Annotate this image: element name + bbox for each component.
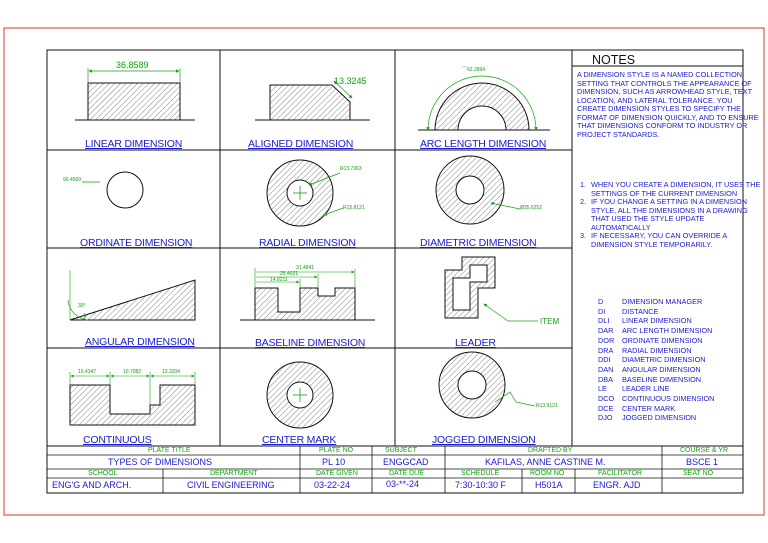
notes-body: A DIMENSION STYLE IS A NAMED COLLECTION SETTING THAT CONTROLS THE APPEARANCE OF DIMENSION, SUCH AS ARROWHEAD STYLE, TEXT LOCATION, AND LATERAL TOLERANCE. YOU CREATE DIMENSION STYLES TO SPECIFY THE FORMAT OF DIMENSION QUICKLY, AND TO ENSURE THAT DIMENSIONS CONFORM TO INDUSTRY OR PROJECT STANDARDS. [577, 70, 759, 139]
plate-no-label: PLATE NO [319, 447, 354, 454]
room-label: ROOM NO [530, 470, 565, 477]
plate-title: TYPES OF DIMENSIONS [108, 457, 213, 467]
notes-item [580, 232, 763, 249]
command-key: DBA [598, 374, 614, 384]
school-label: SCHOOL [88, 470, 118, 477]
ordinate-dimension-drawing [82, 172, 143, 208]
notes-item-text: IF YOU CHANGE A SETTING IN A DIMENSION STYLE, ALL THE DIMENSIONS IN A DRAWING THAT USED THE STYLE UPDATE AUTOMATICALLY [591, 197, 748, 232]
date-due-label: DATE DUE [389, 470, 424, 477]
command-key: DOR [598, 335, 615, 345]
leader-drawing [445, 257, 538, 321]
command-row [598, 375, 714, 385]
notes-title: NOTES [592, 53, 636, 67]
date-given: 03-22-24 [314, 480, 351, 490]
dim-baseline-1: 31.4841 [296, 265, 315, 271]
dim-arc-length: ⌒62.2894 [462, 67, 486, 73]
school: ENG'G AND ARCH. [52, 480, 132, 490]
seat-label: SEAT NO [683, 470, 714, 477]
dim-leader-item: ITEM [540, 317, 560, 326]
course-label: COURSE & YR [680, 447, 729, 454]
command-row [598, 336, 714, 346]
department: CIVIL ENGINEERING [187, 480, 275, 490]
caption-baseline-dimension: BASELINE DIMENSION [255, 337, 366, 349]
command-row [598, 307, 714, 317]
caption-diametric-dimension: DIAMETRIC DIMENSION [420, 237, 537, 249]
command-key: DCE [598, 403, 614, 413]
department-label: DEPARTMENT [210, 470, 258, 477]
notes-item [580, 181, 763, 198]
dim-radial-inner: R15.8121 [343, 205, 365, 211]
radial-dimension-drawing [267, 160, 343, 226]
command-key: DDI [598, 355, 611, 365]
command-row [598, 297, 714, 307]
caption-leader: LEADER [455, 337, 496, 349]
command-key: LE [598, 384, 607, 394]
course: BSCE 1 [686, 457, 719, 467]
caption-continuous: CONTINUOUS [83, 434, 152, 446]
caption-center-mark: CENTER MARK [262, 434, 337, 446]
subject: ENGGCAD [383, 457, 429, 467]
dim-diametric: Ø35.6252 [520, 205, 542, 211]
plate-no: PL 10 [322, 457, 346, 467]
dim-continuous-1: 10.4347 [78, 369, 97, 375]
jogged-dimension-drawing [439, 352, 535, 418]
caption-radial-dimension: RADIAL DIMENSION [259, 237, 356, 249]
dim-continuous-3: 13.3204 [162, 369, 181, 375]
notes-item-number: 3. [580, 231, 587, 240]
room: H501A [535, 480, 563, 490]
command-row [598, 413, 714, 423]
notes-list [580, 181, 763, 249]
command-label: CENTER MARK [622, 403, 676, 413]
command-label: JOGGED DIMENSION [622, 413, 697, 423]
subject-label: SUBJECT [385, 447, 417, 454]
command-label: BASELINE DIMENSION [622, 374, 702, 384]
schedule-label: SCHEDULE [461, 470, 500, 477]
drafted-by-label: DRAFTED BY [528, 447, 573, 454]
command-label: LEADER LINE [622, 384, 670, 394]
caption-linear-dimension: LINEAR DIMENSION [85, 138, 183, 150]
facilitator: ENGR. AJD [593, 480, 641, 490]
command-label: ANGULAR DIMENSION [622, 364, 701, 374]
caption-ordinate-dimension: ORDINATE DIMENSION [80, 237, 193, 249]
angular-dimension-drawing [68, 270, 195, 320]
command-key: DI [598, 306, 606, 316]
command-label: LINEAR DIMENSION [622, 316, 692, 326]
command-key: D [598, 297, 604, 306]
drafted-by: KAFILAS, ANNE CASTINE M. [485, 457, 606, 467]
continuous-dimension-drawing [70, 372, 195, 425]
dim-baseline-2: 25.4021 [280, 271, 299, 277]
dim-aligned: 13.3245 [334, 76, 367, 86]
dim-jogged: R13.9121 [536, 403, 558, 409]
command-label: CONTINUOUS DIMENSION [622, 394, 715, 404]
notes-item-number: 1. [580, 180, 587, 189]
command-key: DCO [598, 394, 615, 404]
command-key: DAN [598, 364, 614, 374]
dim-angular: 30° [78, 303, 86, 309]
command-row [598, 346, 714, 356]
command-key: DJO [598, 413, 613, 423]
caption-angular-dimension: ANGULAR DIMENSION [85, 336, 195, 348]
command-label: ARC LENGTH DIMENSION [622, 326, 713, 336]
facilitator-label: FACILITATOR [598, 470, 642, 477]
command-label: RADIAL DIMENSION [622, 345, 692, 355]
command-row [598, 384, 714, 394]
arc-length-dimension-drawing [418, 76, 550, 130]
schedule: 7:30-10:30 F [455, 480, 507, 490]
center-mark-drawing [267, 362, 333, 428]
command-row [598, 316, 714, 326]
caption-jogged-dimension: JOGGED DIMENSION [432, 434, 536, 446]
linear-dimension-drawing [75, 68, 195, 120]
dim-continuous-2: 10.7082 [123, 369, 142, 375]
command-label: DIMENSION MANAGER [622, 297, 703, 306]
dim-ordinate: 90.4569 [63, 177, 82, 183]
dim-radial-outer: R13.7363 [340, 166, 362, 172]
caption-arc-length-dimension: ARC LENGTH DIMENSION [420, 138, 547, 150]
command-label: ORDINATE DIMENSION [622, 335, 703, 345]
command-row [598, 394, 714, 404]
date-due: 03-**-24 [386, 479, 420, 489]
caption-aligned-dimension: ALIGNED DIMENSION [248, 138, 354, 150]
aligned-dimension-drawing [255, 81, 370, 120]
command-label: DISTANCE [622, 306, 659, 316]
command-row [598, 404, 714, 414]
notes-item-text: WHEN YOU CREATE A DIMENSION, IT USES THE SETTINGS OF THE CURRENT DIMENSION [591, 180, 761, 198]
plate-title-label: PLATE TITLE [148, 447, 191, 454]
notes-item-text: IF NECESSARY, YOU CAN OVERRIDE A DIMENSION STYLE TEMPORARILY. [591, 231, 727, 249]
command-row [598, 365, 714, 375]
command-row [598, 355, 714, 365]
command-key: DAR [598, 326, 614, 336]
baseline-dimension-drawing [240, 268, 375, 320]
date-given-label: DATE GIVEN [316, 470, 358, 477]
dim-linear: 36.8589 [116, 60, 149, 70]
command-label: DIAMETRIC DIMENSION [622, 355, 706, 365]
diametric-dimension-drawing [436, 156, 520, 224]
command-key: DLI [598, 316, 610, 326]
command-row [598, 326, 714, 336]
command-list [598, 297, 714, 423]
notes-item-number: 2. [580, 197, 587, 206]
command-key: DRA [598, 345, 614, 355]
dim-baseline-3: 14.8211 [270, 277, 288, 283]
notes-item [580, 198, 763, 232]
